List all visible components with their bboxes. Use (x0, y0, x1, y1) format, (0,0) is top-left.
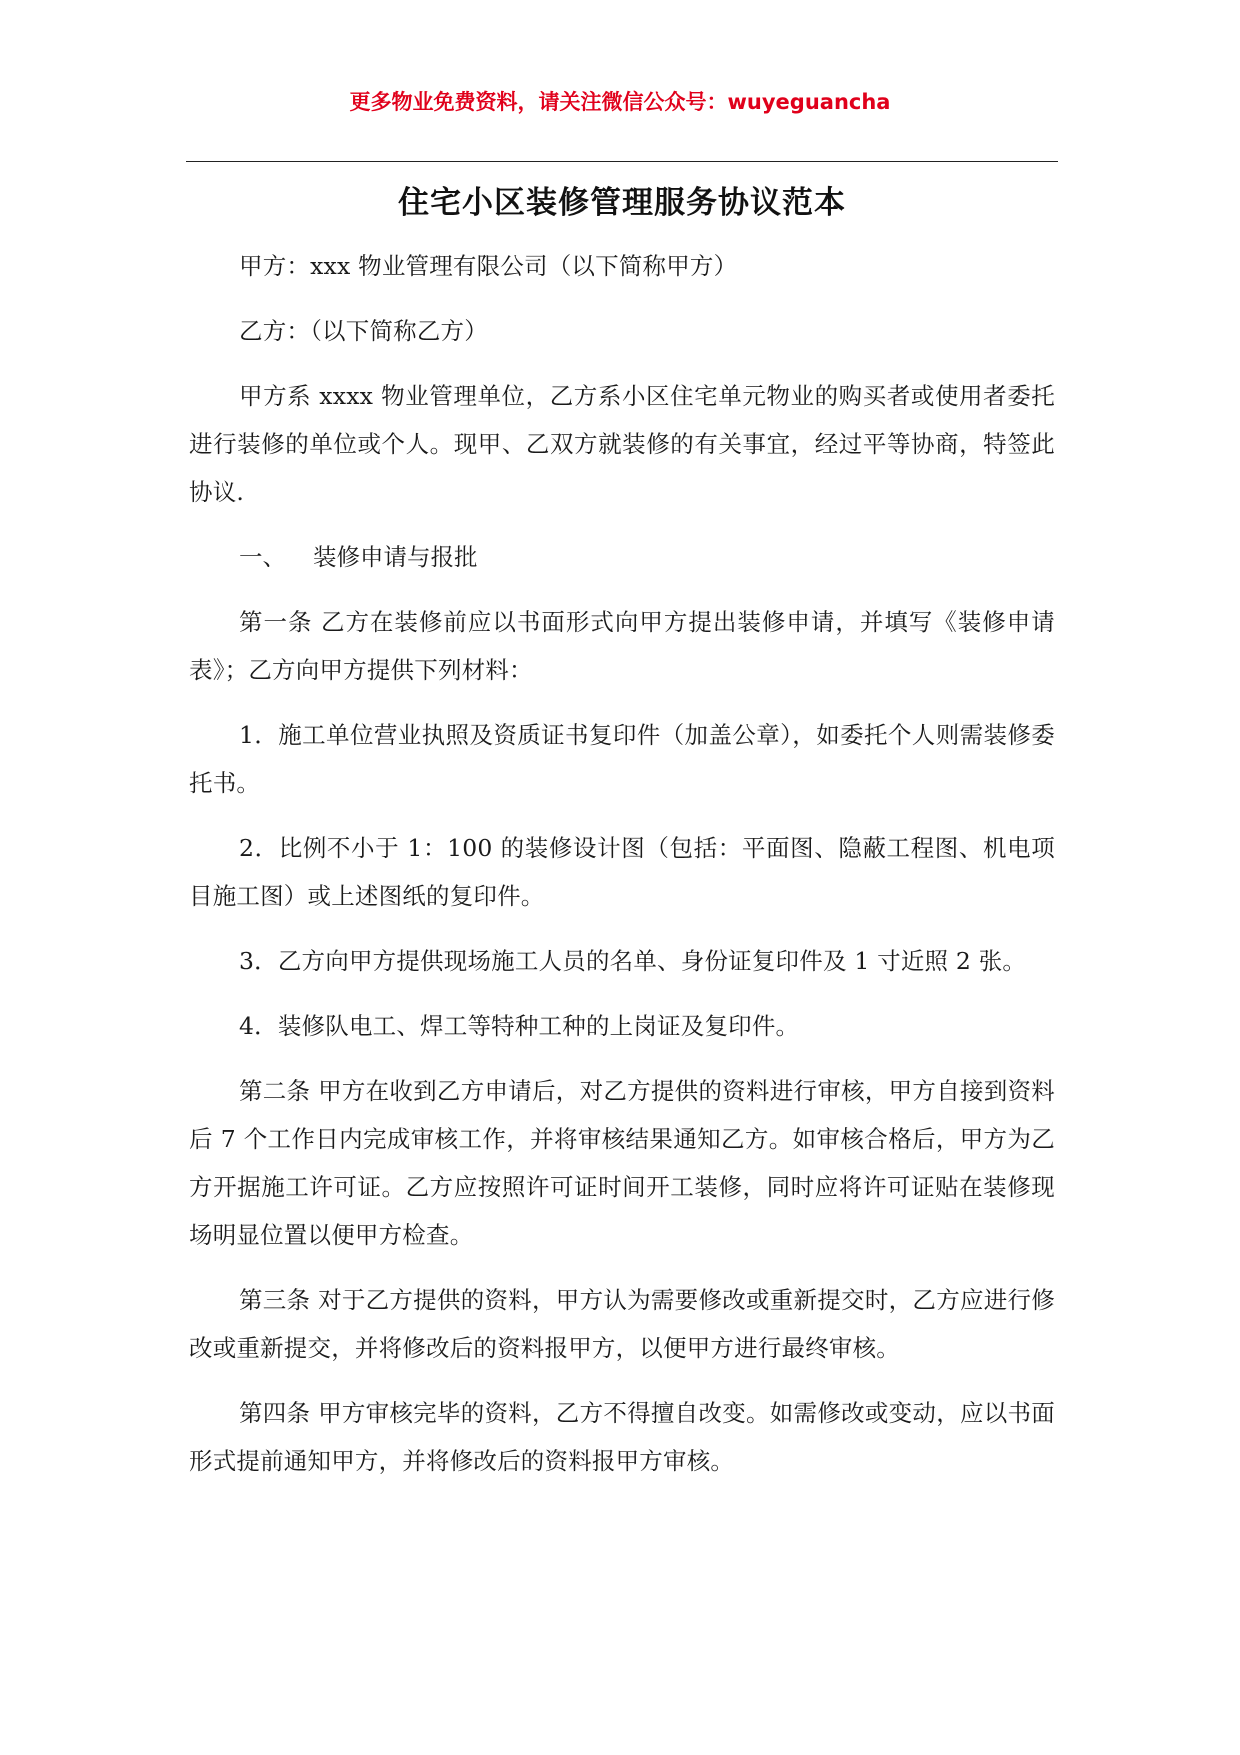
intro-paragraph: 甲方系 xxxx 物业管理单位，乙方系小区住宅单元物业的购买者或使用者委托进行装修的单位或个人。现甲、乙双方就装修的有关事宜，经过平等协商，特签此协议. (189, 382, 1055, 506)
section-title: 装修申请与报批 (313, 543, 478, 571)
article-2: 第二条 甲方在收到乙方申请后，对乙方提供的资料进行审核，甲方自接到资料后 7 个工作日内完成审核工作，并将审核结果通知乙方。如审核合格后，甲方为乙方开据施工许可证。乙方应按照许可证时间开工装修，同时应将许可证贴在装修现场明显位置以便甲方检查。 (189, 1077, 1055, 1249)
article-1: 第一条 乙方在装修前应以书面形式向甲方提出装修申请，并填写《装修申请表》；乙方向甲方提供下列材料： (189, 608, 1055, 684)
list-item: 2．比例不小于 1：100 的装修设计图（包括：平面图、隐蔽工程图、机电项目施工图）或上述图纸的复印件。 (189, 834, 1055, 910)
party-a: 甲方：xxx 物业管理有限公司（以下简称甲方） (239, 252, 738, 280)
article-4: 第四条 甲方审核完毕的资料，乙方不得擅自改变。如需修改或变动，应以书面形式提前通知甲方，并将修改后的资料报甲方审核。 (189, 1399, 1055, 1475)
header-promo-note: 更多物业免费资料，请关注微信公众号：wuyeguancha (349, 90, 891, 114)
list-item: 4．装修队电工、焊工等特种工种的上岗证及复印件。 (239, 1012, 800, 1040)
list-item: 1．施工单位营业执照及资质证书复印件（加盖公章），如委托个人则需装修委托书。 (189, 721, 1055, 797)
header-divider (186, 161, 1058, 162)
list-item: 3．乙方向甲方提供现场施工人员的名单、身份证复印件及 1 寸近照 2 张。 (239, 947, 1027, 975)
document-title: 住宅小区装修管理服务协议范本 (398, 185, 846, 221)
section-heading (189, 533, 1055, 581)
article-3: 第三条 对于乙方提供的资料，甲方认为需要修改或重新提交时，乙方应进行修改或重新提交，并将修改后的资料报甲方，以便甲方进行最终审核。 (189, 1286, 1055, 1362)
party-b: 乙方：（以下简称乙方） (239, 317, 488, 345)
document-body (189, 176, 1055, 1485)
section-number: 一、 (239, 543, 286, 571)
